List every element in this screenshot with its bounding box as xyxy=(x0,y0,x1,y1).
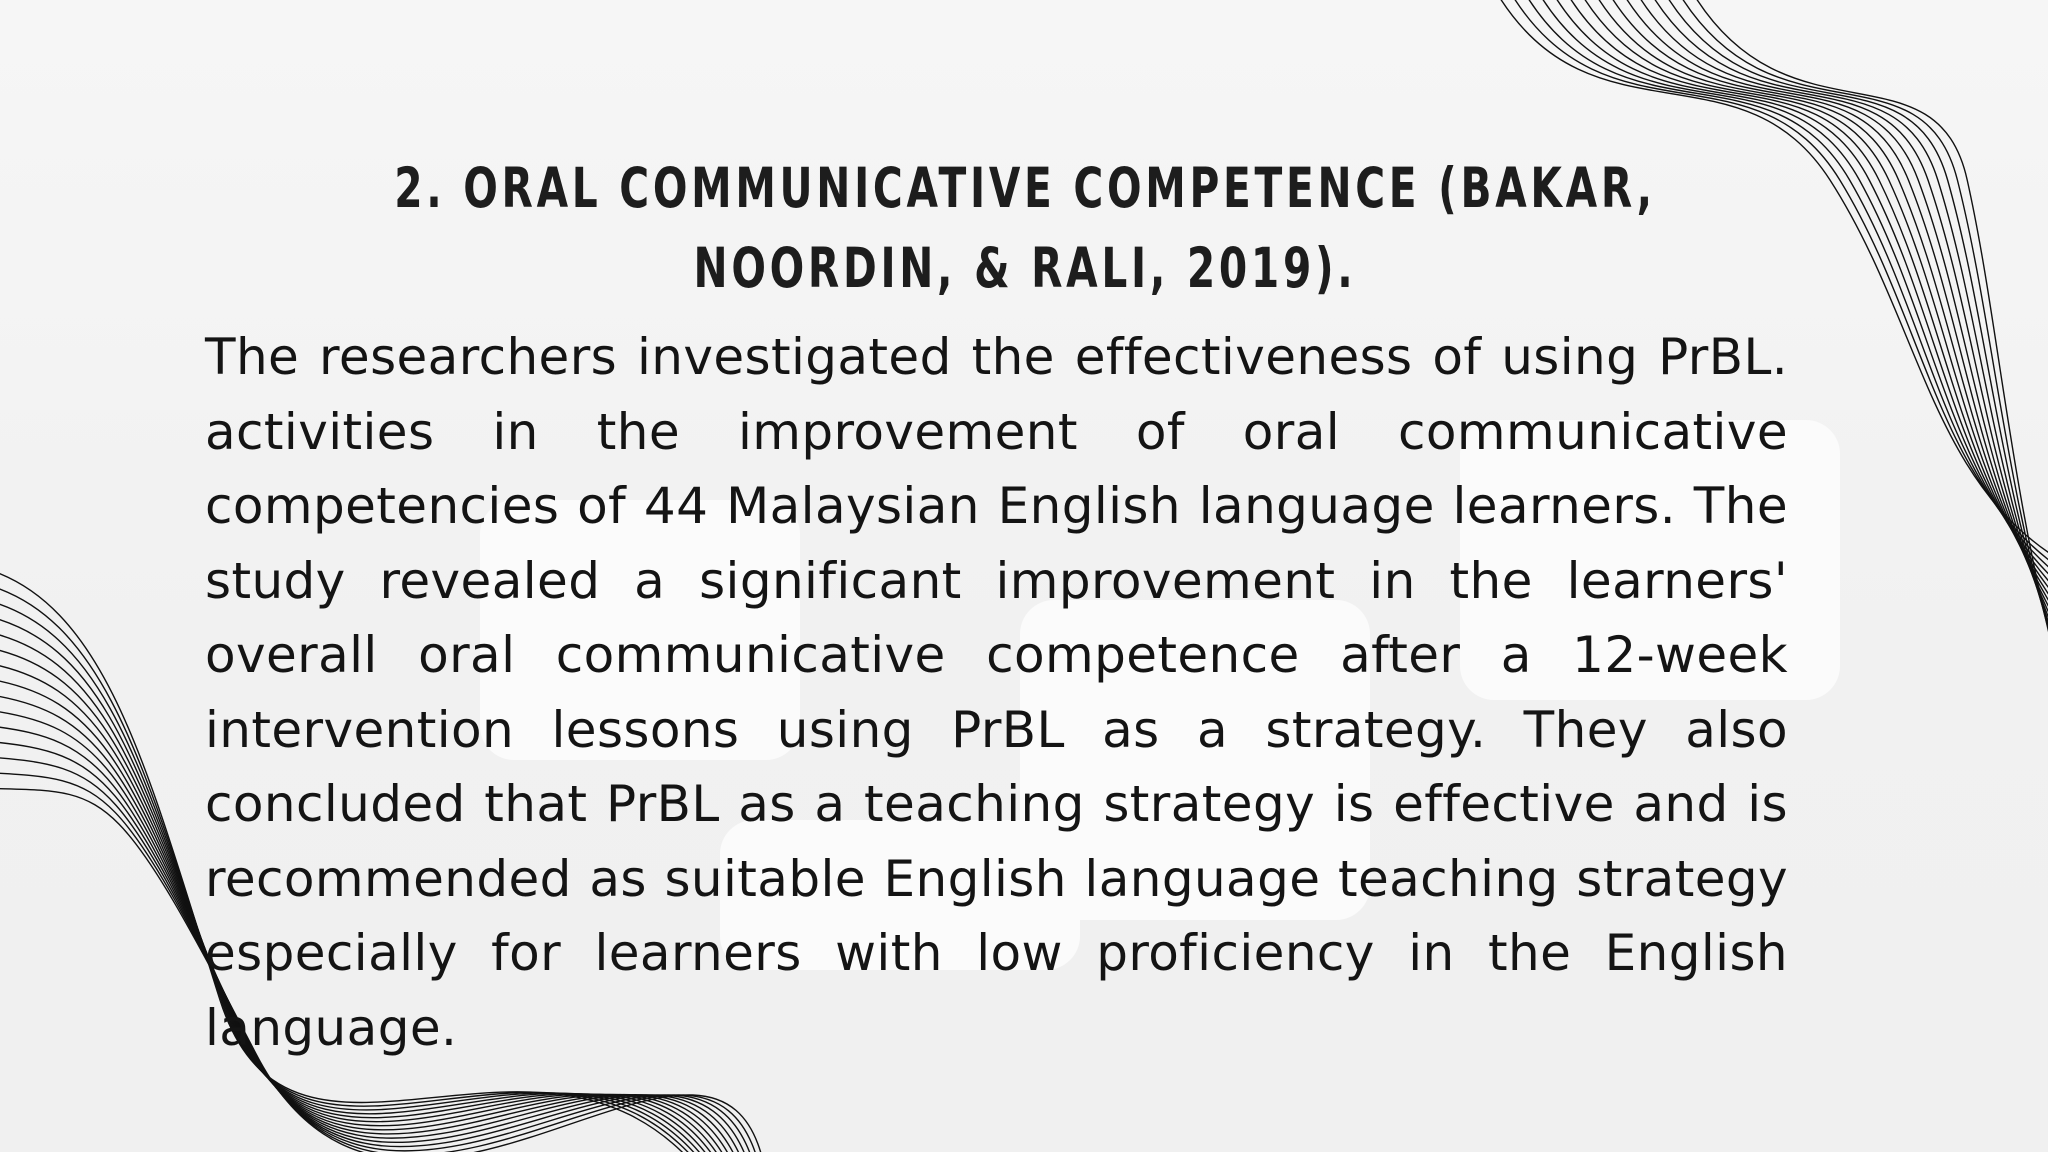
slide-title: 2. ORAL COMMUNICATIVE COMPETENCE (BAKAR, NOORDIN, & RALI, 2019). xyxy=(394,156,1656,300)
slide-body-paragraph: The researchers investigated the effectiveness of using PrBL. activities in the improvement of oral communicative competencies of 44 Malaysian English language learners. The study revealed a significant improvement in the learners' overall oral communicative competence after a 12-week intervention lessons using PrBL as a strategy. They also concluded that PrBL as a teaching strategy is effective and is recommended as suitable English language teaching strategy especially for learners with low proficiency in the English language. xyxy=(205,328,1788,1057)
